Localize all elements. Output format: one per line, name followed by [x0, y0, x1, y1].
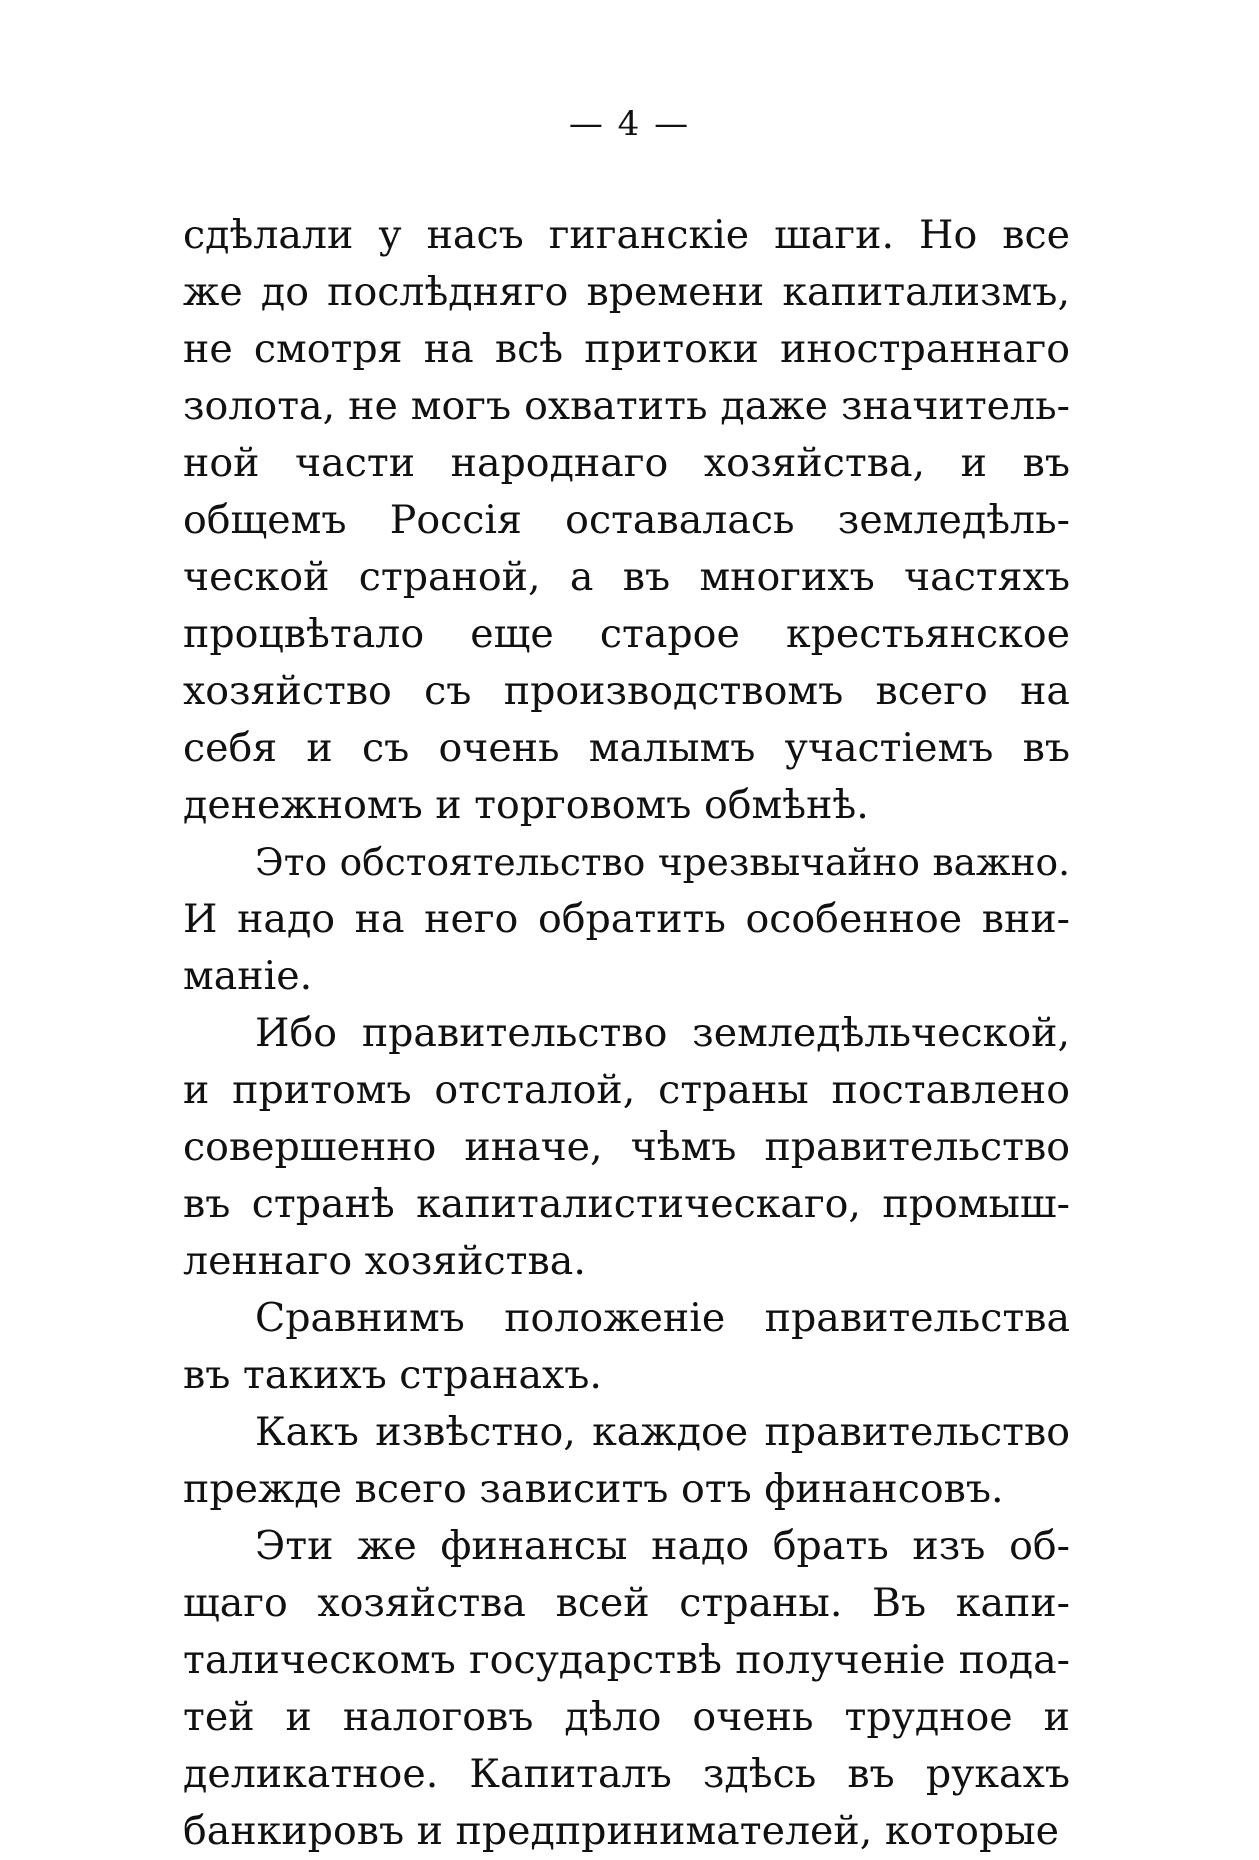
- text-line: ной части народнаго хозяйства, и въ: [183, 440, 1070, 486]
- paragraph: [183, 1005, 1070, 1290]
- text-line: процвѣтало еще старое крестьянское: [183, 611, 1070, 657]
- paragraph: [183, 834, 1070, 1005]
- text-line: Сравнимъ положеніе правительства: [255, 1295, 1070, 1341]
- text-line: щаго хозяйства всей страны. Въ капи-: [183, 1580, 1070, 1626]
- text-line: совершенно иначе, чѣмъ правительство: [183, 1124, 1070, 1170]
- paragraph: [183, 1404, 1070, 1518]
- text-line: общемъ Россія оставалась земледѣль-: [183, 497, 1070, 543]
- text-line: талическомъ государствѣ полученіе пода-: [183, 1637, 1070, 1683]
- text-line: прежде всего зависитъ отъ финансовъ.: [183, 1466, 1004, 1512]
- text-line: Ибо правительство земледѣльческой,: [255, 1010, 1070, 1056]
- text-line: въ странѣ капиталистическаго, промыш-: [183, 1181, 1070, 1227]
- text-line: деликатное. Капиталъ здѣсь въ рукахъ: [183, 1751, 1070, 1797]
- text-line: себя и съ очень малымъ участіемъ въ: [183, 725, 1070, 771]
- text-line: Это обстоятельство чрезвычайно важно.: [255, 840, 1070, 884]
- text-line: въ такихъ странахъ.: [183, 1352, 602, 1398]
- paragraph: [183, 1290, 1070, 1404]
- text-line: Эти же финансы надо брать изъ об-: [255, 1523, 1070, 1569]
- text-line: хозяйство съ производствомъ всего на: [183, 668, 1070, 714]
- text-line: банкировъ и предпринимателей, которые: [183, 1808, 1060, 1854]
- paragraph: [183, 207, 1070, 834]
- page-number: — 4 —: [568, 104, 691, 144]
- text-line: не смотря на всѣ притоки иностраннаго: [183, 326, 1070, 372]
- body-text: [183, 207, 1070, 1860]
- text-line: и притомъ отсталой, страны поставлено: [183, 1067, 1070, 1113]
- text-line: маніе.: [183, 953, 313, 999]
- text-line: леннаго хозяйства.: [183, 1238, 586, 1284]
- text-line: сдѣлали у насъ гиганскіе шаги. Но все: [183, 212, 1070, 258]
- text-line: денежномъ и торговомъ обмѣнѣ.: [183, 782, 869, 828]
- text-line: тей и налоговъ дѣло очень трудное и: [183, 1694, 1070, 1740]
- paragraph: [183, 1518, 1070, 1860]
- text-line: же до послѣдняго времени капитализмъ,: [183, 269, 1070, 315]
- text-line: ческой страной, а въ многихъ частяхъ: [183, 554, 1070, 600]
- text-line: И надо на него обратить особенное вни-: [183, 896, 1070, 942]
- text-line: Какъ извѣстно, каждое правительство: [255, 1409, 1070, 1455]
- text-line: золота, не могъ охватить даже значитель-: [183, 383, 1070, 429]
